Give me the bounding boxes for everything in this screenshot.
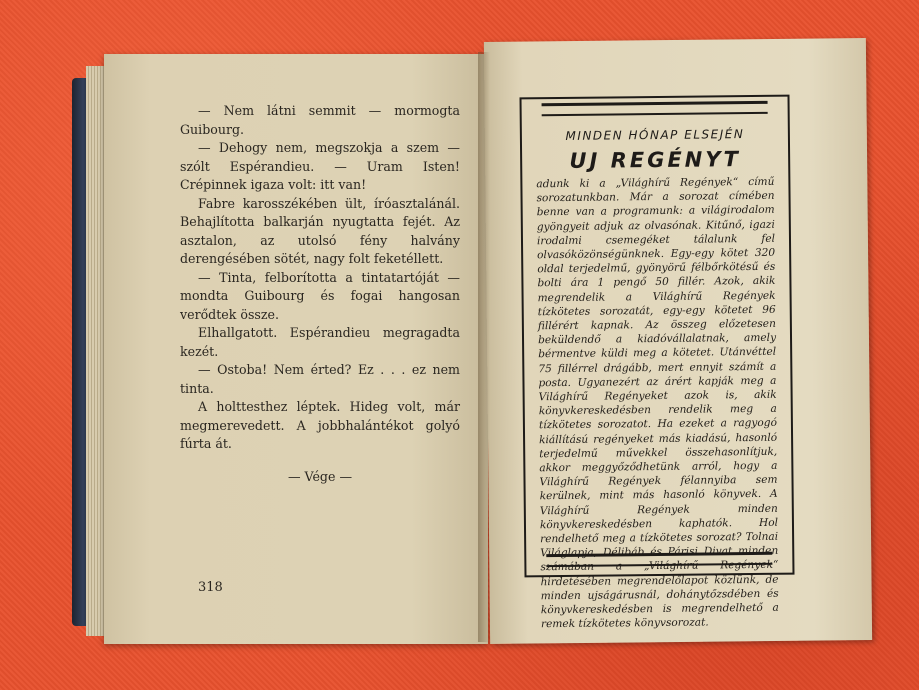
page-number: 318 [198, 580, 223, 595]
paragraph: — Nem látni semmit — mormogta Guibourg. [180, 103, 460, 137]
paragraph: Fabre karosszékében ült, íróasztalánál. Behajlította balkarján nyugtatta fejét. Az asztalon, az utolsó fény halvány derengésében sötét, nagy folt feketéllett. [180, 195, 460, 266]
left-page-text [180, 102, 460, 486]
ad-heading-large: UJ REGÉNYT [569, 147, 741, 173]
paragraph: A holttesthez léptek. Hideg volt, már megmerevedett. A jobbhalántékot golyó fúrta át. [180, 399, 460, 451]
advertisement-box [519, 95, 794, 631]
ad-top-rule [542, 101, 768, 116]
end-mark: — Vége — [287, 468, 353, 484]
paragraph: — Dehogy nem, megszokja a szem — szólt Espérandieu. — Uram Isten! Crépinnek igaza volt: itt van! [180, 140, 460, 192]
ad-body-text: adunk ki a „Világhírű Regények“ című sorozatunkban. Már a sorozat címében benne van a programunk: a világirodalom gyöngyeit adjuk az olvasónak. Kitűnő, igazi irodalmi csemegéket tálalunk fel olvasóközönségünknek. Egy-egy kötet 320 oldal terjedelmű, gyönyörű félbőrkötésű és bolti ára 1 pengő 50 fillér. Azok, akik megrendelik a Világhírű Regények tízkötetes sorozatát, egy-egy kötetet 96 fillérért kapnak. Az összeg előzetesen beküldendő a kiadóvállalatnak, amely bérmentve küldi meg a kötetet. Utánvéttel 75 fillérrel drágább, mert ennyit számít a posta. Ugyanezért az árért kapják meg a Világhírű Regényeket azok is, akik könyvkereskedésben rendelik meg a tízkötetes sorozatot. Ha ezeket a ragyogó kiállítású regényeket más kiadású, hasonló terjedelmű művekkel összehasonlítjuk, akkor meggyőződhetünk arról, hogy a Világhírű Regények félannyiba sem kerülnek, mint más hasonló könyvek. A Világhírű Regények minden könyvkereskedésben kaphatók. Hol rendelhető meg a tízkötetes sorozat? Tolnai Világlapja, Délibáb és Párisi Divat minden számában a „Világhírű Regények“ hirdetésében megrendelőlapot közlünk, de minden ujságárusnál, dohánytőzsdében és könyvkereskedésben is megrendelhető a remek tízkötetes könyvsorozat. [536, 175, 779, 631]
book-gutter [478, 52, 498, 642]
paragraph: — Tinta, felborította a tintatartóját — mondta Guibourg és fogai hangosan verődtek össze. [180, 269, 460, 322]
ad-bottom-rule [546, 552, 772, 567]
paragraph: — Ostoba! Nem érted? Ez . . . ez nem tinta. [180, 362, 460, 396]
paragraph: Elhallgatott. Espérandieu megragadta kezét. [180, 325, 460, 359]
ad-heading-small: MINDEN HÓNAP ELSEJÉN [565, 127, 745, 143]
